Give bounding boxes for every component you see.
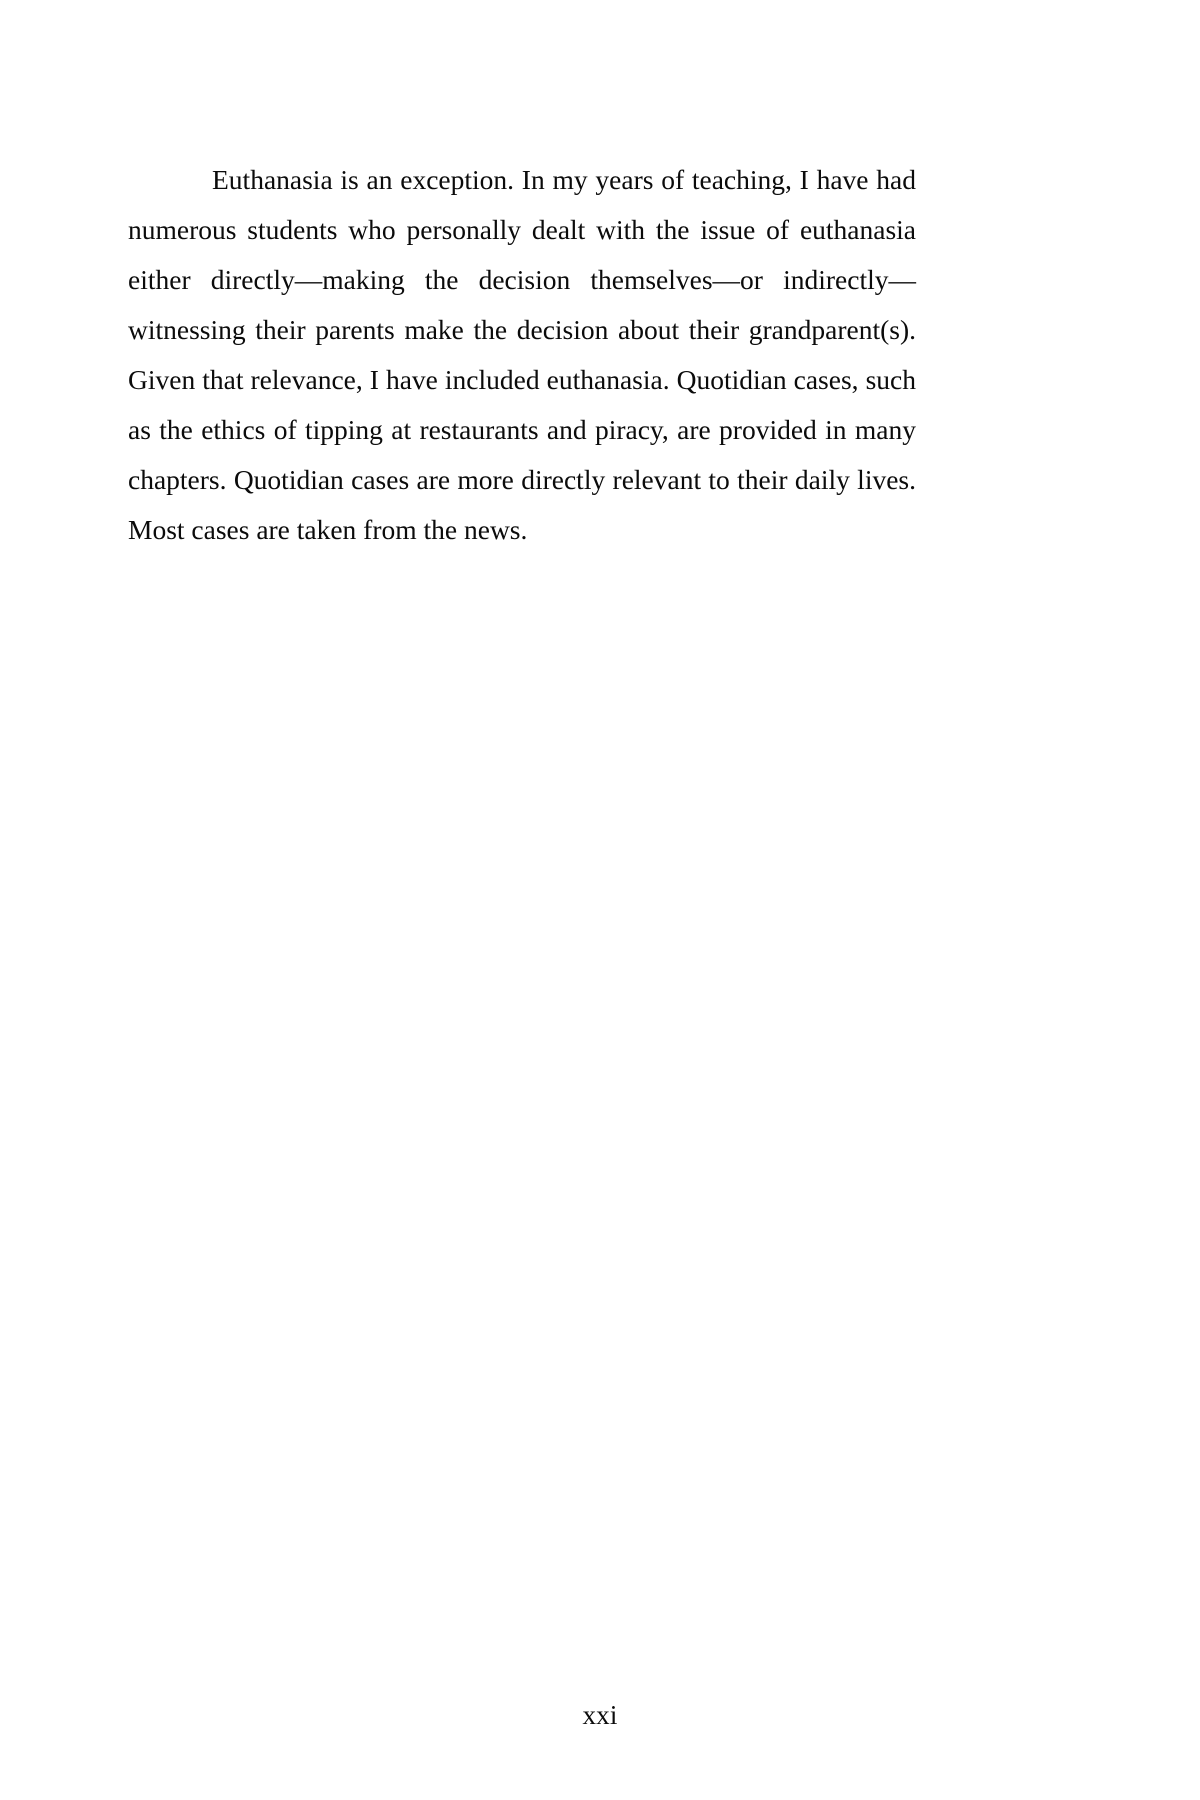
body-text-block [128,155,916,555]
body-paragraph: Euthanasia is an exception. In my years of teaching, I have had numerous students who personally dealt with the issue of euthanasia either directly—making the decision themselves—or indirectly—witnessing their parents make the decision about their grandparent(s). Given that relevance, I have included euthanasia. Quotidian cases, such as the ethics of tipping at restaurants and piracy, are provided in many chapters. Quotidian cases are more directly relevant to their daily lives. Most cases are taken from the news. [128,164,916,545]
page-number: xxi [582,1700,618,1730]
